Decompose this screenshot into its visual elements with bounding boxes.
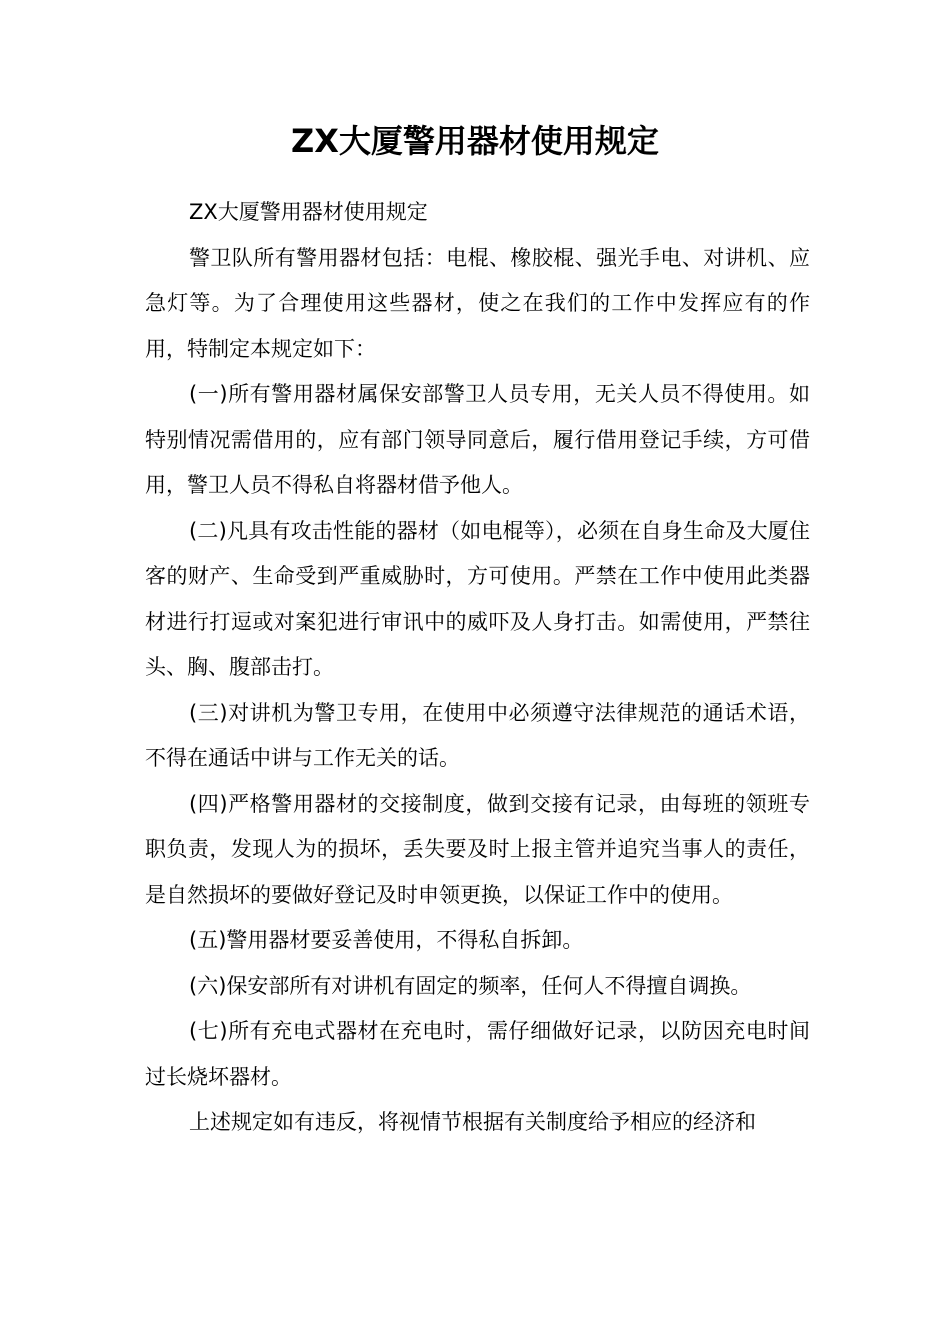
closing-paragraph: 上述规定如有违反，将视情节根据有关制度给予相应的经济和 xyxy=(189,1110,756,1134)
rule-6-paragraph: (六)保安部所有对讲机有固定的频率，任何人不得擅自调换。 xyxy=(189,973,752,998)
rule-2-paragraph: (二)凡具有攻击性能的器材（如电棍等），必须在自身生命及大厦住客的财产、生命受到严重威胁时，方可使用。严禁在工作中使用此类器材进行打逗或对案犯进行审讯中的威吓及人身打击。如需使用，严禁往头、胸、腹部击打。 xyxy=(145,518,810,679)
rule-5-paragraph: (五)警用器材要妥善使用，不得私自拆卸。 xyxy=(189,928,584,952)
rule-7-paragraph: (七)所有充电式器材在充电时，需仔细做好记录，以防因充电时间过长烧坏器材。 xyxy=(145,1019,810,1089)
document-title: ZX大厦警用器材使用规定 xyxy=(291,122,659,160)
subtitle-paragraph: ZX大厦警用器材使用规定 xyxy=(189,200,428,224)
document-body xyxy=(145,190,810,1146)
rule-4-paragraph: (四)严格警用器材的交接制度，做到交接有记录，由每班的领班专职负责，发现人为的损坏，丢失要及时上报主管并追究当事人的责任，是自然损坏的要做好登记及时申领更换，以保证工作中的使用。 xyxy=(145,791,810,907)
rule-3-paragraph: (三)对讲机为警卫专用，在使用中必须遵守法律规范的通话术语，不得在通话中讲与工作无关的话。 xyxy=(145,700,810,770)
intro-paragraph: 警卫队所有警用器材包括：电棍、橡胶棍、强光手电、对讲机、应急灯等。为了合理使用这些器材，使之在我们的工作中发挥应有的作用，特制定本规定如下： xyxy=(145,245,810,361)
rule-1-paragraph: (一)所有警用器材属保安部警卫人员专用，无关人员不得使用。如特别情况需借用的，应有部门领导同意后，履行借用登记手续，方可借用，警卫人员不得私自将器材借予他人。 xyxy=(145,382,810,497)
